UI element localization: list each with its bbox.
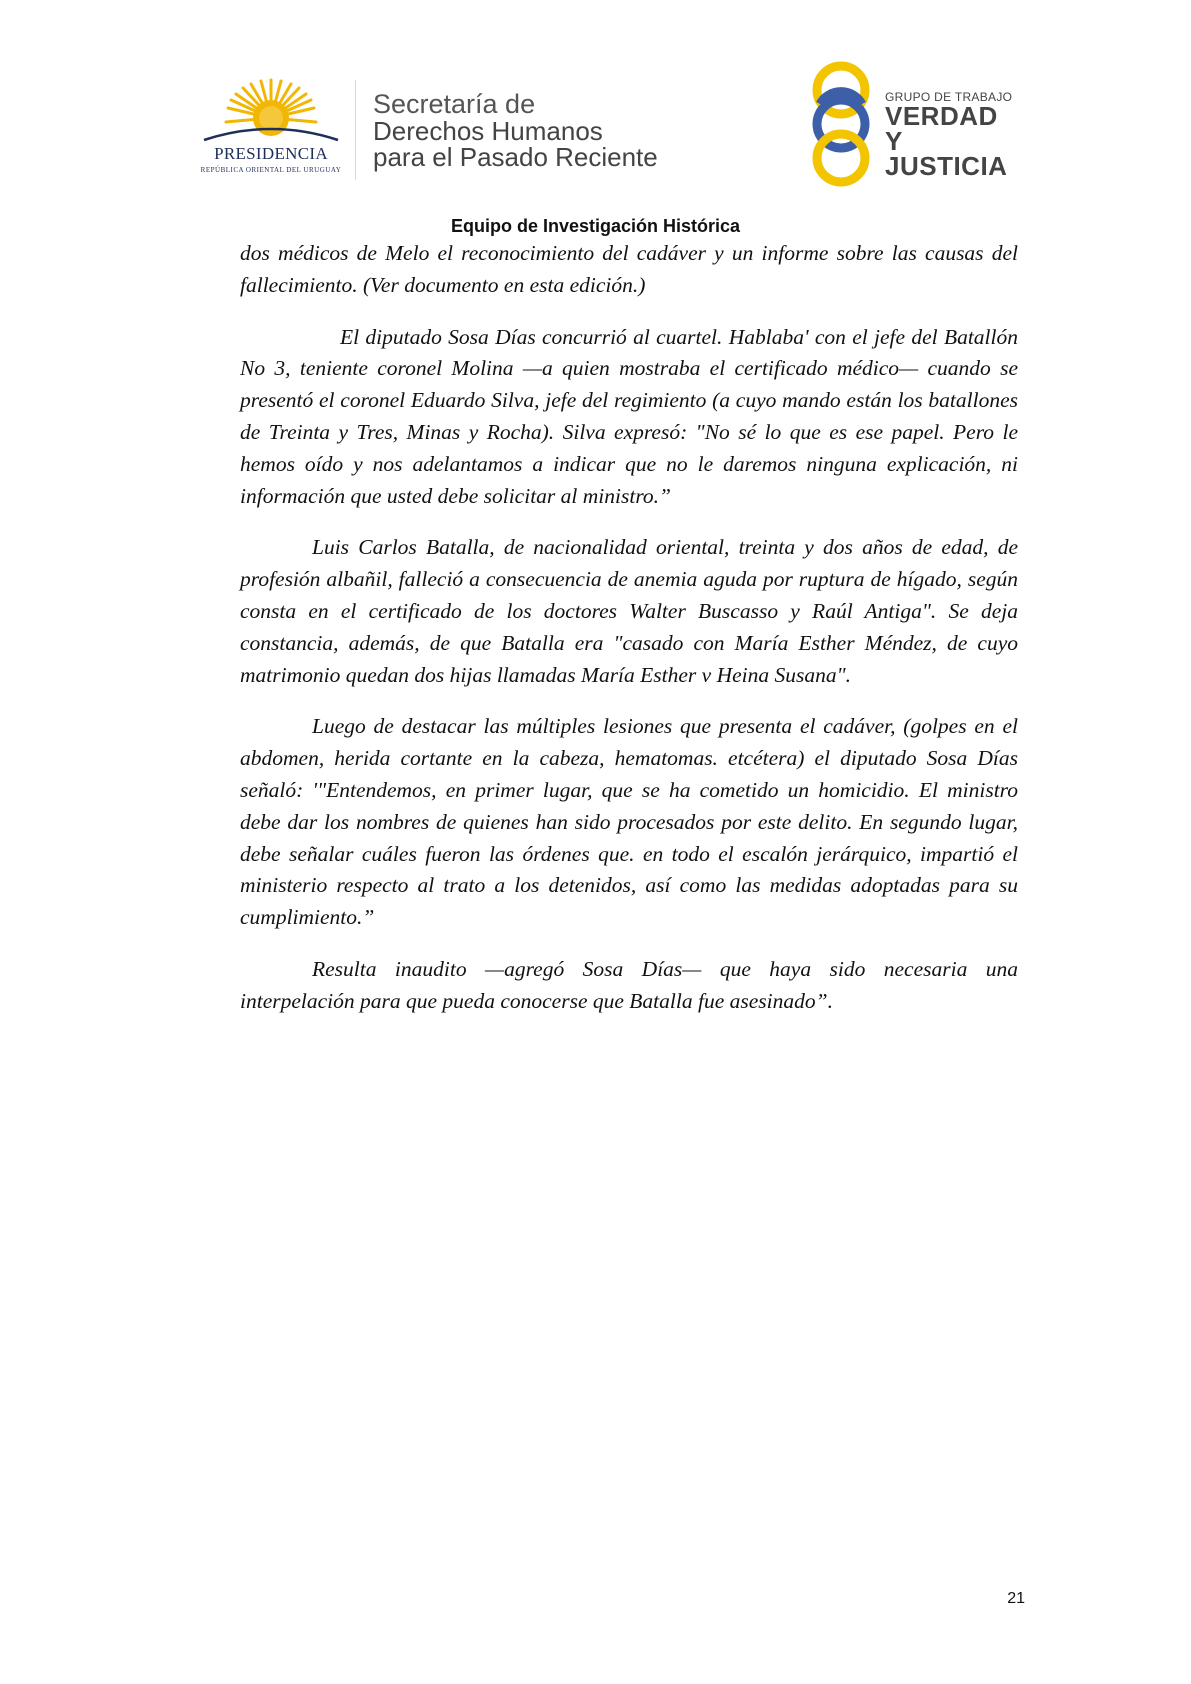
- page-number: 21: [1007, 1590, 1025, 1607]
- paragraph: dos médicos de Melo el reconocimiento del cadáver y un informe sobre las causas del fallecimiento. (Ver documento en esta edición.): [240, 241, 1018, 297]
- paragraph: Resulta inaudito —agregó Sosa Días— que haya sido necesaria una interpelación para que pueda conocerse que Batalla fue asesinado”.: [240, 956, 1018, 1013]
- interlocking-rings-icon: [808, 60, 888, 188]
- paragraph: El diputado Sosa Días concurrió al cuartel. Hablaba' con el jefe del Batallón No 3, teniente coronel Molina —a quien mostraba el certificado médico— cuando se presentó el coronel Eduardo Silva, jefe del regimiento (a cuyo mando están los batallones de Treinta y Tres, Minas y Rocha). Silva expresó: "No sé lo que es ese papel. Pero le hemos oído y nos adelantamos a indicar que no le daremos ninguna explicación, ni información que usted debe solicitar al ministro.”: [240, 324, 1018, 508]
- page-header: [0, 0, 1191, 236]
- secretaria-line-2: Derechos Humanos: [373, 116, 603, 146]
- presidencia-subtitle: REPÚBLICA ORIENTAL DEL URUGUAY: [200, 166, 342, 174]
- grupo-trabajo-line-3: JUSTICIA: [885, 151, 1008, 181]
- grupo-trabajo-logo: [808, 60, 1018, 188]
- sun-emblem-icon: [196, 78, 346, 148]
- secretaria-title: [373, 90, 658, 170]
- secretaria-line-3: para el Pasado Reciente: [373, 142, 658, 172]
- secretaria-line-1: Secretaría de: [373, 89, 536, 119]
- presidencia-name: PRESIDENCIA: [214, 144, 328, 163]
- grupo-trabajo-line-2: VERDAD Y: [885, 101, 998, 156]
- document-body: [240, 238, 1018, 1038]
- paragraph: Luego de destacar las múltiples lesiones que presenta el cadáver, (golpes en el abdomen, herida cortante en la cabeza, hematomas. etcétera) el diputado Sosa Días señaló: '"Entendemos, en primer lugar, que se ha cometido un homicidio. El ministro debe dar los nombres de quienes han sido procesados por este delito. En segundo lugar, debe señalar cuáles fueron las órdenes que. en todo el escalón jerárquico, impartió el ministerio respecto al trato a los detenidos, así como las medidas adoptadas para su cumplimiento.”: [240, 714, 1018, 930]
- grupo-trabajo-text: [885, 90, 1018, 179]
- paragraph: Luis Carlos Batalla, de nacionalidad oriental, treinta y dos años de edad, de profesión albañil, falleció a consecuencia de anemia aguda por ruptura de hígado, según consta en el certificado de los doctores Walter Buscasso y Raúl Antiga". Se deja constancia, además, de que Batalla era "casado con María Esther Méndez, de cuyo matrimonio quedan dos hijas llamadas María Esther v Heina Susana".: [240, 535, 1018, 687]
- header-divider: [355, 80, 356, 180]
- team-heading: Equipo de Investigación Histórica: [450, 216, 741, 236]
- presidencia-logo: [196, 78, 346, 178]
- grupo-trabajo-line-1: GRUPO DE TRABAJO: [885, 90, 1013, 104]
